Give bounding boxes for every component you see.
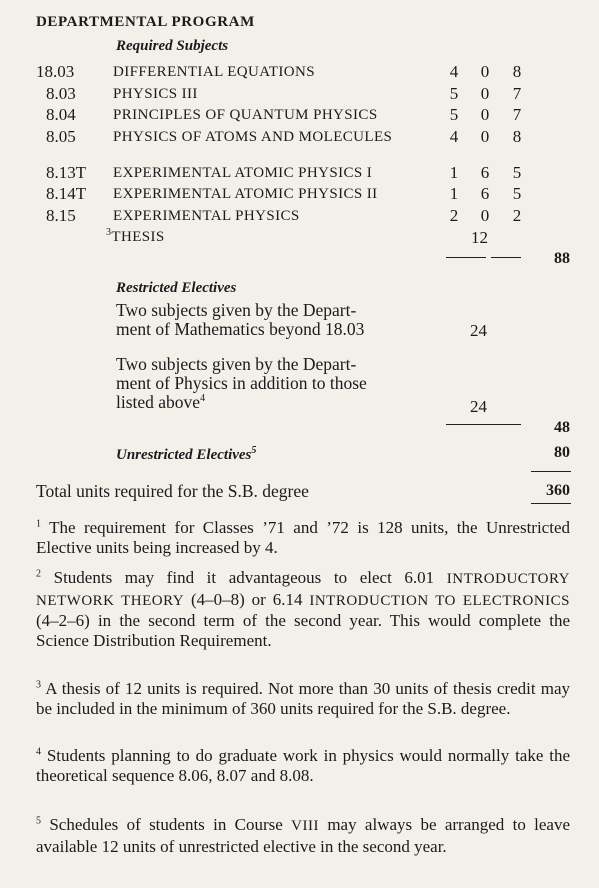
sum-rule: [446, 257, 486, 258]
subject-number: 18.03: [36, 62, 75, 81]
lab-units: 0: [480, 62, 490, 81]
subject-number: 8.13T: [46, 163, 87, 182]
lab-units: 0: [480, 127, 490, 146]
footnote-4: [36, 746, 570, 785]
unrestricted-electives-heading: [116, 447, 256, 464]
footnote-text: Students may find it advantageous to elect 6.01: [53, 568, 435, 587]
subject-number: 8.14T: [46, 184, 87, 203]
thesis-units: 12: [471, 228, 488, 247]
subject-name: EXPERIMENTAL ATOMIC PHYSICS II: [113, 186, 378, 202]
unrestricted-label: Unrestricted Electives: [116, 447, 252, 463]
prep-units: 5: [512, 163, 522, 182]
prep-units: 8: [512, 62, 522, 81]
required-subjects-heading: Required Subjects: [116, 38, 229, 54]
restricted-electives-heading: Restricted Electives: [116, 280, 237, 296]
lecture-units: 5: [449, 84, 459, 103]
footnote-1: [36, 518, 570, 557]
restricted-item-text: listed above: [116, 392, 201, 412]
lecture-units: 2: [449, 206, 459, 225]
footnote-mark: 2: [36, 568, 41, 580]
footnote-mark: 4: [200, 393, 206, 405]
lab-units: 6: [480, 184, 490, 203]
footnote-text: The requirement for Classes ’71 and ’72 is 128 units, the Unrestricted Elective units being increased by 4.: [36, 518, 570, 557]
footnote-subject-title: INTRODUCTORY NETWORK THEORY: [36, 571, 571, 609]
subject-name: PHYSICS OF ATOMS AND MOLECULES: [113, 129, 393, 145]
subject-name: PHYSICS III: [113, 86, 198, 102]
footnote-text: (4–0–8) or 6.14: [190, 589, 303, 609]
unrestricted-total: 80: [554, 444, 570, 461]
restricted-item-units: 24: [470, 321, 487, 340]
subject-number: 8.05: [46, 127, 76, 146]
footnote-subject-title: INTRODUCTION TO ELECTRONICS: [309, 592, 571, 609]
prep-units: 5: [512, 184, 522, 203]
subject-number: 8.03: [46, 84, 76, 103]
footnote-mark: 3: [36, 679, 41, 691]
footnote-text: (4–2–6) in the second term of the second year. This would complete the Science Distribution Requirement.: [36, 611, 570, 650]
restricted-item-line: Two subjects given by the Depart-: [116, 300, 357, 320]
subject-number: 8.04: [46, 105, 76, 124]
lecture-units: 4: [449, 127, 459, 146]
footnote-text: A thesis of 12 units is required. Not more than 30 units of thesis credit may be included in the minimum of 360 units required for the S.B. degree.: [36, 679, 571, 718]
thesis-row: [106, 229, 165, 246]
sum-rule: [531, 503, 571, 504]
lab-units: 6: [480, 163, 490, 182]
footnote-2: [36, 568, 570, 650]
footnote-text: Schedules of students in Course: [49, 815, 283, 834]
lecture-units: 5: [449, 105, 459, 124]
subject-number: 8.15: [46, 206, 76, 225]
lecture-units: 1: [449, 184, 459, 203]
restricted-item-line: ment of Physics in addition to those: [116, 373, 367, 393]
footnote-text: Students planning to do graduate work in physics would normally take the theoretical sequence 8.06, 8.07 and 8.08.: [36, 746, 570, 785]
footnote-mark: 5: [251, 445, 257, 456]
lab-units: 0: [480, 206, 490, 225]
lab-units: 0: [480, 105, 490, 124]
sum-rule: [531, 471, 571, 472]
subject-name: PRINCIPLES OF QUANTUM PHYSICS: [113, 107, 378, 123]
prep-units: 7: [512, 105, 522, 124]
restricted-total: 48: [554, 419, 570, 436]
lecture-units: 1: [449, 163, 459, 182]
lab-units: 0: [480, 84, 490, 103]
required-total: 88: [554, 250, 570, 267]
prep-units: 2: [512, 206, 522, 225]
footnote-mark: 5: [36, 815, 41, 827]
footnote-5: [36, 815, 570, 856]
lecture-units: 4: [449, 62, 459, 81]
section-heading: DEPARTMENTAL PROGRAM: [36, 14, 255, 30]
footnote-mark: 1: [36, 518, 41, 530]
footnote-mark: 4: [36, 746, 41, 758]
total-value: 360: [546, 482, 570, 499]
thesis-label: THESIS: [111, 229, 165, 245]
prep-units: 7: [512, 84, 522, 103]
footnote-mark: 3: [106, 227, 112, 238]
course-number: VIII: [291, 818, 319, 834]
restricted-item-line: [116, 393, 205, 412]
prep-units: 8: [512, 127, 522, 146]
subject-name: EXPERIMENTAL PHYSICS: [113, 208, 300, 224]
footnote-text: may always be arranged to leave available 12 units of unrestricted elective in the second year.: [36, 815, 571, 856]
restricted-item-units: 24: [470, 397, 487, 416]
footnote-3: [36, 679, 570, 718]
restricted-item-line: ment of Mathematics beyond 18.03: [116, 319, 365, 339]
sum-rule: [491, 257, 521, 258]
subject-name: EXPERIMENTAL ATOMIC PHYSICS I: [113, 165, 373, 181]
subject-name: DIFFERENTIAL EQUATIONS: [113, 64, 315, 80]
total-label: Total units required for the S.B. degree: [36, 481, 309, 501]
sum-rule: [446, 424, 521, 425]
restricted-item-line: Two subjects given by the Depart-: [116, 354, 357, 374]
